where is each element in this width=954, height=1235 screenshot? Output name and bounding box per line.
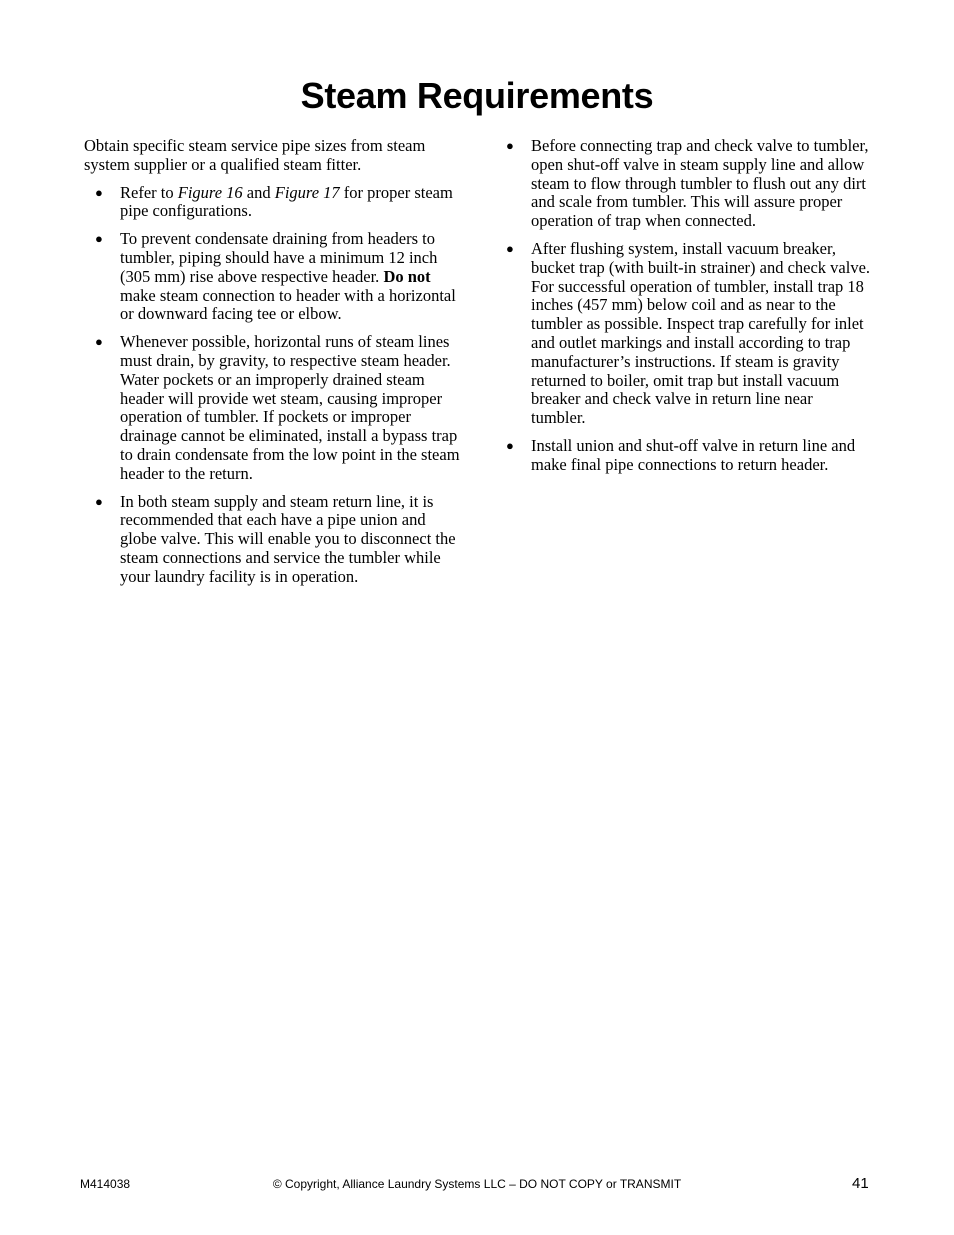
- intro-paragraph: Obtain specific steam service pipe sizes from steam system supplier or a qualified steam fitter.: [84, 136, 426, 174]
- bullet-text: To prevent condensate draining from headers to tumbler, piping should have a minimum 12 inch (305 mm) rise above respective header.: [120, 229, 438, 286]
- list-item: [84, 230, 460, 324]
- list-item: [505, 437, 871, 475]
- bullet-icon: ●: [506, 138, 514, 153]
- bullet-text: and: [242, 182, 275, 202]
- list-item: [84, 333, 460, 483]
- bullet-icon: ●: [95, 334, 103, 350]
- bullet-text: Whenever possible, horizontal runs of steam lines must drain, by gravity, to respective steam header. Water pockets or an improperly drained steam header will provide wet steam, causing improper operation of tumbler. If pockets or improper drainage cannot be eliminated, install a bypass trap to drain condensate from the low point in the steam header to the return.: [120, 332, 460, 483]
- bullet-icon: ●: [506, 240, 514, 256]
- bullet-text: After flushing system, install vacuum breaker, bucket trap (with built-in strainer) and check valve. For successful operation of tumbler, install trap 18 inches (457 mm) below coil and as near to the tumbler as possible. Inspect trap carefully for inlet and outlet markings and install according to trap manufacturer’s instructions. If steam is gravity returned to boiler, omit trap but install vacuum breaker and check valve in return line near tumbler.: [531, 238, 871, 428]
- bullet-text: In both steam supply and steam return line, it is recommended that each have a pipe union and globe valve. This will enable you to disconnect the steam connections and service the tumbler while your laundry facility is in operation.: [120, 491, 456, 586]
- left-bullet-list: [84, 184, 460, 587]
- list-item: [505, 240, 871, 428]
- bullet-text: Before connecting trap and check valve to tumbler, open shut-off valve in steam supply line and allow steam to flow through tumbler to flush out any dirt and scale from tumbler. This will assure proper operation of trap when connected.: [531, 136, 869, 231]
- figure-reference: Figure 16: [177, 182, 243, 202]
- right-bullet-list: [505, 137, 871, 475]
- list-item: [84, 493, 460, 587]
- bullet-icon: ●: [95, 184, 103, 200]
- bullet-icon: ●: [506, 437, 514, 453]
- list-item: [84, 184, 460, 222]
- bullet-text: Install union and shut-off valve in return line and make final pipe connections to return header.: [531, 435, 856, 474]
- right-column: [505, 137, 871, 484]
- bullet-text: Refer to: [120, 182, 178, 202]
- figure-reference: Figure 17: [274, 182, 340, 202]
- bullet-text: make steam connection to header with a horizontal or downward facing tee or elbow.: [120, 285, 456, 324]
- warning-emphasis: Do not: [383, 266, 431, 286]
- left-column: [84, 137, 460, 596]
- footer-copyright: © Copyright, Alliance Laundry Systems LLC – DO NOT COPY or TRANSMIT: [272, 1177, 682, 1191]
- list-item: [505, 137, 871, 231]
- bullet-text: for proper steam pipe configurations.: [120, 182, 453, 221]
- page-title: Steam Requirements: [300, 75, 654, 116]
- footer-doc-number: M414038: [80, 1177, 131, 1191]
- bullet-icon: ●: [95, 493, 103, 509]
- page-number: 41: [852, 1175, 869, 1192]
- bullet-icon: ●: [95, 231, 103, 247]
